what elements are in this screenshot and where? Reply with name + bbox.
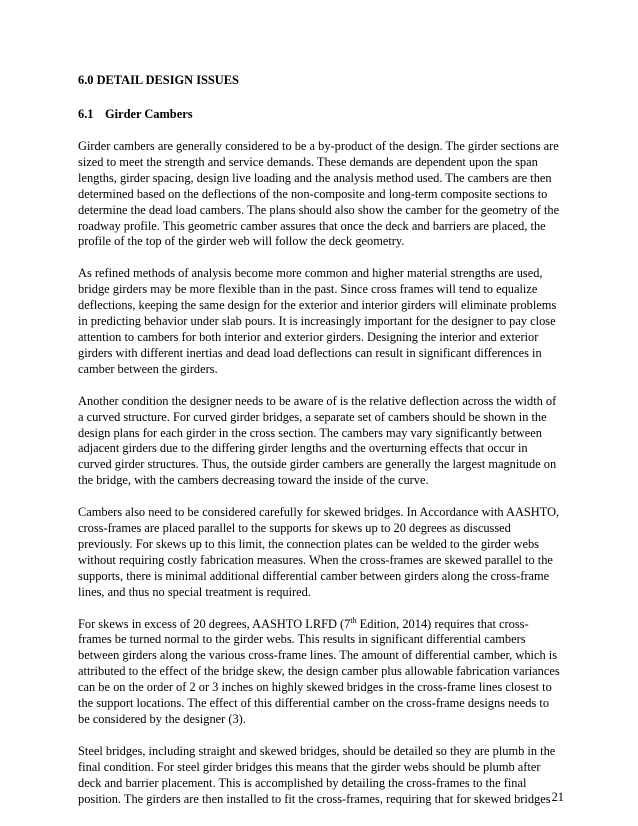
paragraph-line: adjacent girders due to the differing girder lengths and the overturning effects that occur in: [78, 441, 528, 456]
paragraph-line: a curved structure. For curved girder bridges, a separate set of cambers should be shown in the: [78, 409, 547, 424]
paragraph-line: position. The girders are then installed to fit the cross-frames, requiring that for skewed bridges: [78, 791, 551, 806]
paragraph-4: [78, 505, 564, 600]
subsection-number: 6.1: [78, 107, 94, 121]
subsection-title: Girder Cambers: [105, 107, 193, 121]
paragraph-line: lengths, girder spacing, design live loading and the analysis method used. The cambers are then: [78, 170, 552, 185]
paragraph-line: Another condition the designer needs to be aware of is the relative deflection across the width of: [78, 393, 557, 408]
paragraph-line: be considered by the designer (3).: [78, 712, 246, 726]
paragraph-2: [78, 266, 564, 377]
paragraph-line: attention to cambers for both interior and exterior girders. Designing the interior and exterior: [78, 329, 539, 344]
paragraph-line: without requiring costly fabrication measures. When the cross-frames are skewed parallel to the: [78, 552, 553, 567]
paragraph-first-line: [78, 617, 564, 633]
paragraph-3: [78, 394, 564, 489]
paragraph-line: As refined methods of analysis become more common and higher material strengths are used,: [78, 266, 543, 281]
page-number: 21: [551, 790, 564, 804]
paragraph-line: deflections, keeping the same design for the exterior and interior girders will eliminate problems: [78, 298, 557, 313]
section-heading: 6.0 DETAIL DESIGN ISSUES: [78, 73, 239, 87]
paragraph-line: roadway profile. This geometric camber assures that once the deck and barriers are placed, the: [78, 218, 546, 233]
paragraph-line: deck and barrier placement. This is accomplished by detailing the cross-frames to the final: [78, 775, 527, 790]
paragraph-line: the support locations. The effect of this differential camber on the cross-frame designs needs to: [78, 696, 550, 711]
paragraph-line: Cambers also need to be considered carefully for skewed bridges. In Accordance with AASHTO,: [78, 505, 560, 520]
paragraph-line: attributed to the effect of the bridge skew, the design camber plus allowable fabrication variances: [78, 664, 560, 679]
paragraph-line: previously. For skews up to this limit, the connection plates can be welded to the girder webs: [78, 536, 539, 551]
paragraph-line: supports, there is minimal additional differential camber between girders along the cross-frame: [78, 568, 550, 583]
paragraph-line: the bridge, with the cambers decreasing toward the inside of the curve.: [78, 473, 429, 488]
paragraph-line: lines, and thus no special treatment is required.: [78, 584, 311, 599]
paragraph-line: between girders along the various cross-frame lines. The amount of differential camber, which is: [78, 648, 558, 663]
paragraph-line: design plans for each girder in the cross section. The cambers may vary significantly between: [78, 425, 542, 440]
paragraph-line: bridge girders may be more flexible than in the past. Since cross frames will tend to equalize: [78, 282, 538, 297]
paragraph-5: [78, 617, 564, 728]
superscript: th: [350, 615, 357, 625]
subsection-heading: [78, 106, 564, 122]
text-run: For skews in excess of 20 degrees, AASHTO LRFD (7: [78, 616, 351, 631]
paragraph-line: curved girder structures. Thus, the outside girder cambers are generally the largest magnitude on: [78, 457, 557, 472]
paragraph-line: in predicting behavior under slab pours. It is increasingly important for the designer to pay close: [78, 314, 556, 329]
page-content: [78, 72, 564, 824]
paragraph-6: [78, 744, 564, 808]
paragraph-line: final condition. For steel girder bridges this means that the girder webs should be plumb after: [78, 759, 541, 774]
paragraph-line: girders with different inertias and dead load deflections can result in significant differences in: [78, 345, 542, 360]
paragraph-line: can be on the order of 2 or 3 inches on highly skewed bridges in the cross-frame lines closest to: [78, 680, 552, 695]
paragraph-line: cross-frames are placed parallel to the supports for skews up to 20 degrees as discussed: [78, 521, 511, 536]
paragraph-line: Girder cambers are generally considered to be a by-product of the design. The girder sections are: [78, 139, 559, 153]
paragraph-line: determine the dead load cambers. The plans should also show the camber for the geometry of the: [78, 202, 560, 217]
paragraph-line: Steel bridges, including straight and skewed bridges, should be detailed so they are plumb in the: [78, 743, 556, 758]
paragraph-1: [78, 139, 564, 250]
text-run: Edition, 2014) requires that cross-: [356, 616, 529, 631]
paragraph-line: frames be turned normal to the girder webs. This results in significant differential cambers: [78, 632, 526, 647]
paragraph-line: camber between the girders.: [78, 361, 218, 376]
paragraph-line: profile of the top of the girder web will follow the deck geometry.: [78, 234, 405, 249]
paragraph-line: determined based on the deflections of the non-composite and long-term composite sections to: [78, 186, 548, 201]
paragraph-line: sized to meet the strength and service demands. These demands are dependent upon the span: [78, 154, 538, 169]
